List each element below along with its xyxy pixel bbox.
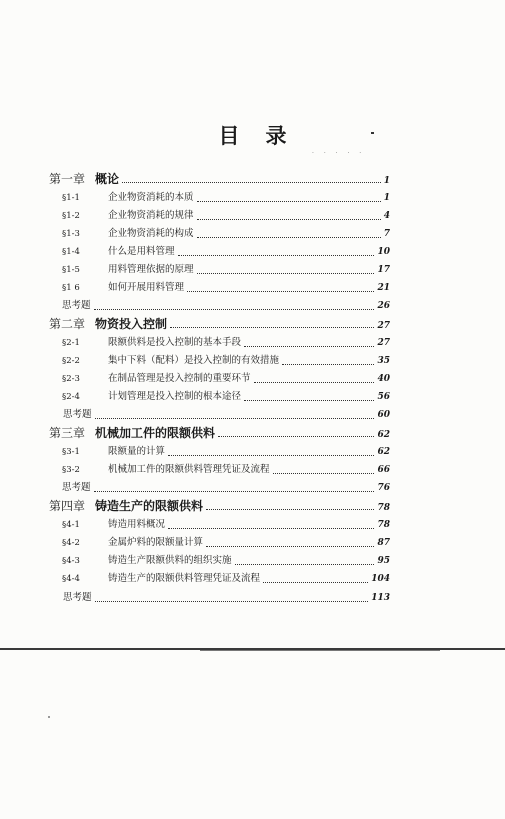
toc-section-row[interactable] [62,370,390,388]
toc-chapter-row[interactable] [49,424,390,442]
dot-leader [206,545,374,547]
toc-entry-title: 铸造生产限额供料的组织实施 [108,555,232,566]
dot-leader [197,200,381,202]
dot-leader [168,454,374,456]
toc-section-row[interactable] [62,279,390,297]
toc-page-number: 27 [377,321,390,331]
toc-entry-title: 思考题 [63,409,92,420]
dot-leader [122,181,381,183]
toc-entry-title: 集中下料（配料）是投入控制的有效措施 [108,355,280,366]
toc-section-row[interactable] [62,352,390,370]
toc-chapter-row[interactable] [49,315,390,333]
toc-entry-title: 在制品管理是投入控制的重要环节 [108,373,251,384]
dot-leader [178,254,375,256]
dot-leader [206,508,374,510]
toc-page-number: 17 [377,265,390,275]
bottom-rule-secondary [200,650,440,651]
toc-entry-title: 限额供料是投入控制的基本手段 [108,337,242,348]
toc-page-number: 95 [377,556,390,566]
toc-entry-number: §1-2 [62,211,80,221]
toc-page-number: 27 [377,338,390,348]
toc-page-number: 35 [377,356,390,366]
toc-page-number: 10 [377,247,390,257]
toc-entry-title: 机械加工件的限额供料管理凭证及流程 [108,464,270,475]
toc-entry-title: 企业物资消耗的构成 [108,228,194,239]
toc-page-number: 87 [377,538,390,548]
dot-leader [94,308,375,310]
toc-entry-title: 金属炉料的限额量计算 [108,537,204,548]
scan-speck-lower [48,716,50,718]
toc-page-number: 104 [371,574,390,584]
toc-entry-number: §2-2 [62,356,80,366]
toc-section-row[interactable] [62,243,390,261]
toc-entry-title: 计划管理是投入控制的根本途径 [108,391,242,402]
toc-entry-number: §2-3 [62,374,80,384]
toc-entry-title: 限额量的计算 [108,446,166,457]
toc-entry-title: 铸造用料概况 [108,519,166,530]
toc-page-number: 76 [377,483,390,493]
toc-questions-row[interactable] [63,589,390,607]
toc-entry-number: 第四章 [49,499,86,513]
toc-section-row[interactable] [62,570,390,588]
dot-leader [254,381,375,383]
toc-entry-number: §4-1 [62,520,80,530]
toc-entry-number: §1-1 [62,193,80,203]
toc-entry-number: §1 6 [62,283,80,293]
toc-page-number: 60 [377,410,390,420]
toc-entry-number: 第三章 [49,426,86,440]
dot-leader [95,600,369,602]
toc-section-row[interactable] [62,388,390,406]
dot-leader [168,527,374,529]
toc-page-number: 62 [377,430,390,440]
dot-leader [263,581,368,583]
toc-entry-title: 用料管理依据的原理 [108,264,194,275]
toc-entry-number: §2-4 [62,392,80,402]
dot-leader [218,435,374,437]
toc-entry-number: §1-4 [62,247,80,257]
toc-section-row[interactable] [62,334,390,352]
toc-section-row[interactable] [62,516,390,534]
page-title: 目录 [218,124,313,148]
dot-leader [197,218,381,220]
toc-entry-number: §1-5 [62,265,80,275]
toc-section-row[interactable] [62,461,390,479]
toc-entry-title: 思考题 [63,592,92,603]
dot-leader [95,417,375,419]
toc-questions-row[interactable] [63,406,390,424]
toc-entry-number: §3-1 [62,447,80,457]
toc-page-number: 78 [377,520,390,530]
toc-page-number: 113 [371,593,390,603]
toc-page-number: 4 [383,211,390,221]
toc-chapter-row[interactable] [49,170,390,188]
toc-page-number: 26 [377,301,390,311]
toc-entry-number: §4-4 [62,574,80,584]
toc-page-number: 56 [377,392,390,402]
toc-entry-number: §2-1 [62,338,80,348]
toc-page-number: 62 [377,447,390,457]
toc-entry-number: §3-2 [62,465,80,475]
toc-page-number: 21 [377,283,390,293]
toc-entry-title: 企业物资消耗的本质 [108,192,194,203]
scan-speck [371,132,374,134]
toc-page-number: 40 [377,374,390,384]
toc-entry-title: 如何开展用料管理 [108,282,185,293]
dot-leader [94,490,375,492]
dot-leader [273,472,375,474]
toc-entry-title: 铸造生产的限额供料管理凭证及流程 [108,573,261,584]
dot-leader [282,363,374,365]
toc-entry-title: 铸造生产的限额供料 [95,499,204,513]
toc-questions-row[interactable] [62,297,390,315]
toc-entry-number: §4-2 [62,538,80,548]
toc-page-number: 66 [377,465,390,475]
toc-entry-number: 第二章 [49,317,86,331]
toc-entry-number: §1-3 [62,229,80,239]
dot-leader [187,290,374,292]
toc-entry-title: 物资投入控制 [95,317,168,331]
toc-section-row[interactable] [62,189,390,207]
scan-dots: · · · · · [312,150,366,157]
toc-entry-title: 概论 [95,172,120,186]
dot-leader [170,326,374,328]
toc-entry-title: 思考题 [62,300,91,311]
toc-entry-title: 机械加工件的限额供料 [95,426,216,440]
toc-chapter-row[interactable] [49,497,390,515]
toc-entry-title: 企业物资消耗的规律 [108,210,194,221]
toc-section-row[interactable] [62,552,390,570]
dot-leader [244,399,374,401]
toc-questions-row[interactable] [62,479,390,497]
toc-section-row[interactable] [62,207,390,225]
dot-leader [235,563,375,565]
toc-page-number: 78 [377,503,390,513]
toc-section-row[interactable] [62,534,390,552]
toc-section-row[interactable] [62,443,390,461]
dot-leader [244,345,374,347]
toc-section-row[interactable] [62,261,390,279]
dot-leader [197,272,375,274]
toc-entry-number: 第一章 [49,172,86,186]
dot-leader [197,236,381,238]
toc-entry-title: 什么是用料管理 [108,246,175,257]
toc-entry-title: 思考题 [62,482,91,493]
toc-entry-number: §4-3 [62,556,80,566]
toc-page-number: 1 [383,176,390,186]
toc-section-row[interactable] [62,225,390,243]
toc-page-number: 7 [383,229,390,239]
toc-page-number: 1 [383,193,390,203]
